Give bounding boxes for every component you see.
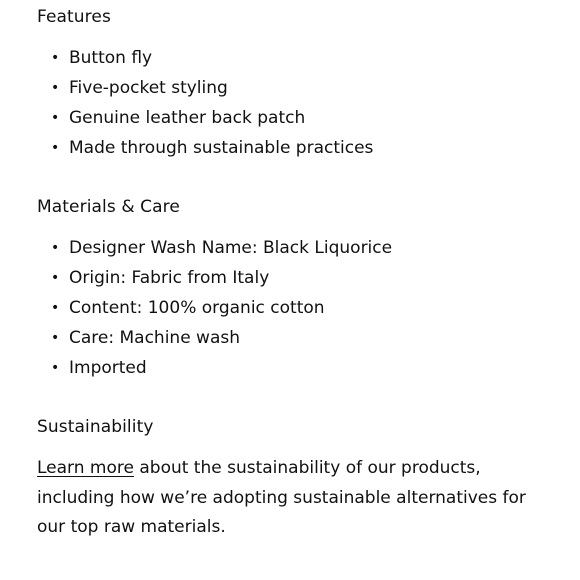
sustainability-heading: Sustainability	[37, 417, 154, 437]
bullet-icon: •	[51, 80, 60, 96]
bullet-icon: •	[51, 360, 60, 376]
list-item	[37, 267, 392, 297]
feature-text: Genuine leather back patch	[69, 108, 306, 128]
bullet-icon: •	[51, 140, 60, 156]
features-heading: Features	[37, 7, 111, 27]
list-item	[37, 327, 392, 357]
materials-care-list	[37, 237, 392, 387]
bullet-icon: •	[51, 110, 60, 126]
bullet-icon: •	[51, 270, 60, 286]
bullet-icon: •	[51, 240, 60, 256]
bullet-icon: •	[51, 50, 60, 66]
sustainability-body-text: about the sustainability of our products, including how we’re adopting sustainable alternatives for our top raw materials.	[37, 458, 526, 537]
list-item	[37, 297, 392, 327]
list-item	[37, 107, 373, 137]
materials-care-heading: Materials & Care	[37, 197, 180, 217]
list-item	[37, 357, 392, 387]
list-item	[37, 237, 392, 267]
feature-text: Five-pocket styling	[69, 78, 228, 98]
sustainability-paragraph	[37, 454, 557, 543]
feature-text: Button fly	[69, 48, 153, 68]
bullet-icon: •	[51, 300, 60, 316]
material-text: Content: 100% organic cotton	[69, 298, 325, 318]
material-text: Designer Wash Name: Black Liquorice	[69, 238, 393, 258]
features-list	[37, 47, 373, 167]
learn-more-link[interactable]: Learn more	[37, 458, 134, 478]
list-item	[37, 77, 373, 107]
material-text: Origin: Fabric from Italy	[69, 268, 270, 288]
list-item	[37, 137, 373, 167]
material-text: Imported	[69, 358, 147, 378]
bullet-icon: •	[51, 330, 60, 346]
material-text: Care: Machine wash	[69, 328, 241, 348]
list-item	[37, 47, 373, 77]
feature-text: Made through sustainable practices	[69, 138, 374, 158]
